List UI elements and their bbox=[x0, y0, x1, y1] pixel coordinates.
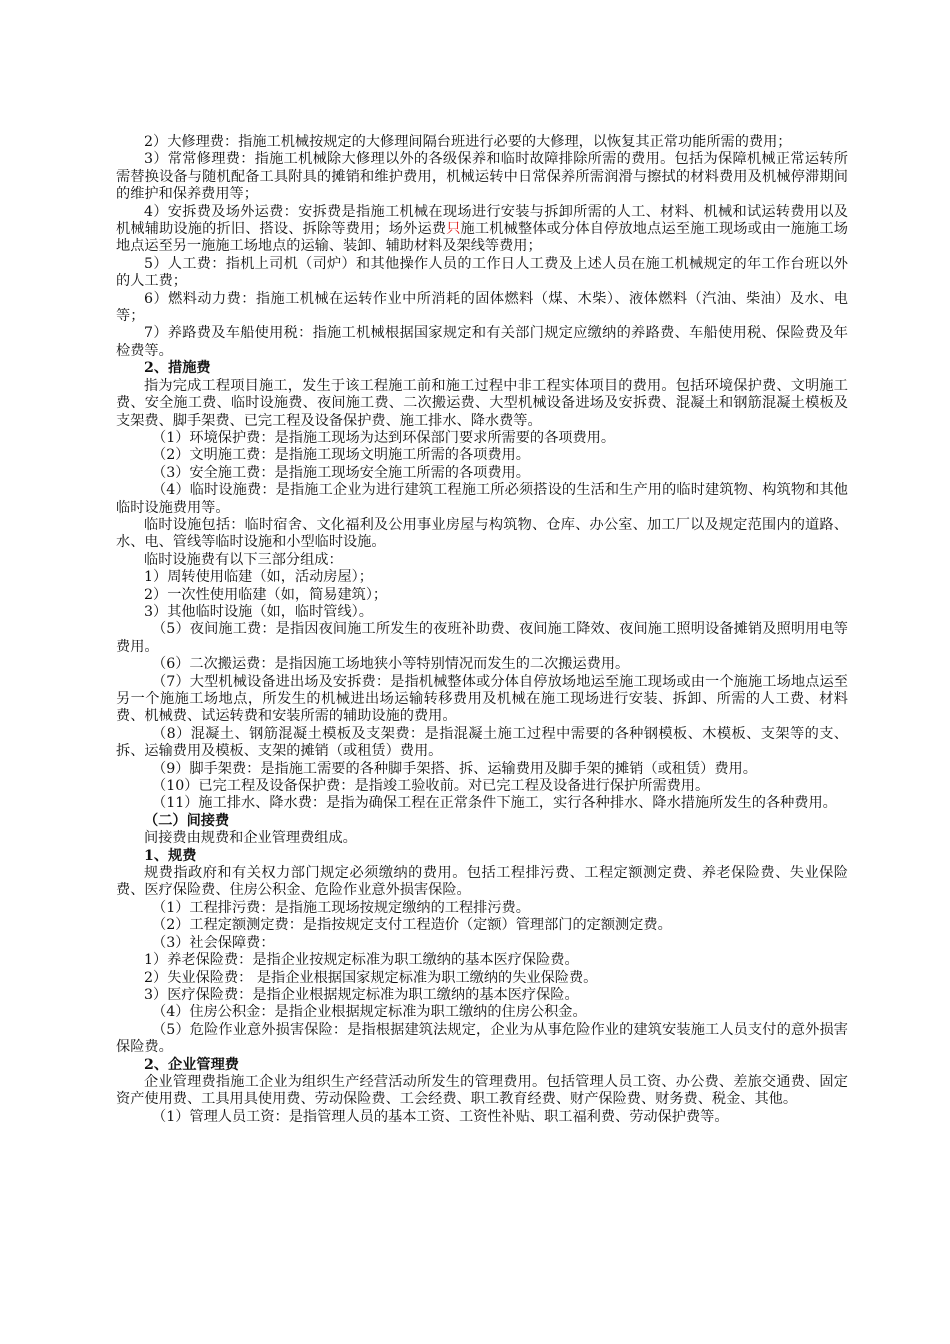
paragraph: 3）常常修理费：指施工机械除大修理以外的各级保养和临时故障排除所需的费用。包括为保障机械正常运转所需替换设备与随机配备工具附具的摊销和维护费用，机械运转中日常保养所需润滑与擦拭的材料费用及机械停滞期间的维护和保养费用等； bbox=[116, 151, 848, 203]
list-item: 1）养老保险费：是指企业按规定标准为职工缴纳的基本医疗保险费。 bbox=[144, 952, 579, 969]
list-item: （4）住房公积金：是指企业根据规定标准为职工缴纳的住房公积金。 bbox=[152, 1004, 587, 1021]
list-item: （4）临时设施费：是指施工企业为进行建筑工程施工所必须搭设的生活和生产用的临时建筑物、构筑物和其他临时设施费用等。 bbox=[116, 482, 848, 516]
paragraph: 间接费由规费和企业管理费组成。 bbox=[144, 830, 357, 847]
paragraph: 企业管理费指施工企业为组织生产经营活动所发生的管理费用。包括管理人员工资、办公费、差旅交通费、固定资产使用费、工具用具使用费、劳动保险费、工会经费、职工教育经费、财产保险费、财务费、税金、其他。 bbox=[116, 1073, 848, 1108]
paragraph: 临时设施包括：临时宿舍、文化福利及公用事业房屋与构筑物、仓库、办公室、加工厂以及规定范围内的道路、水、电、管线等临时设施和小型临时设施。 bbox=[116, 516, 848, 551]
paragraph: 7）养路费及车船使用税：指施工机械根据国家规定和有关部门规定应缴纳的养路费、车船使用税、保险费及年检费等。 bbox=[116, 325, 848, 359]
section-heading: 2、措施费 bbox=[144, 360, 211, 377]
list-item: （1）管理人员工资：是指管理人员的基本工资、工资性补贴、职工福利费、劳动保护费等。 bbox=[152, 1108, 729, 1125]
list-item: （2）工程定额测定费：是指按规定支付工程造价（定额）管理部门的定额测定费。 bbox=[152, 917, 672, 934]
paragraph: 2）大修理费：指施工机械按规定的大修理间隔台班进行必要的大修理，以恢复其正常功能所需的费用； bbox=[144, 134, 792, 150]
list-item: 3）其他临时设施（如，临时管线）。 bbox=[144, 603, 373, 620]
highlighted-char: 只 bbox=[446, 221, 461, 238]
list-item: （5）夜间施工费：是指因夜间施工所发生的夜班补助费、夜间施工降效、夜间施工照明设备摊销及照明用电等费用。 bbox=[116, 621, 848, 655]
paragraph: 5）人工费：指机上司机（司炉）和其他操作人员的工作日人工费及上述人员在施工机械规定的年工作台班以外的人工费； bbox=[116, 255, 848, 290]
list-item: 2）一次性使用临建（如，简易建筑）； bbox=[144, 586, 388, 603]
list-item: （10）已完工程及设备保护费：是指竣工验收前。对已完工程及设备进行保护所需费用。 bbox=[152, 778, 710, 795]
paragraph: 规费指政府和有关权力部门规定必须缴纳的费用。包括工程排污费、工程定额测定费、养老保险费、失业保险费、医疗保险费、住房公积金、危险作业意外损害保险。 bbox=[116, 865, 848, 899]
list-item: （1）环境保护费：是指施工现场为达到环保部门要求所需要的各项费用。 bbox=[152, 429, 616, 446]
paragraph: 指为完成工程项目施工，发生于该工程施工前和施工过程中非工程实体项目的费用。包括环境保护费、文明施工费、安全施工费、临时设施费、夜间施工费、二次搬运费、大型机械设备进场及安拆费、混凝土和钢筋混凝土模板及支架费、脚手架费、已完工程及设备保护费、施工排水、降水费等。 bbox=[116, 377, 848, 429]
paragraph: 6）燃料动力费：指施工机械在运转作业中所消耗的固体燃料（煤、木柴）、液体燃料（汽油、柴油）及水、电等； bbox=[116, 290, 848, 325]
list-item: 2）失业保险费： 是指企业根据国家规定标准为职工缴纳的失业保险费。 bbox=[144, 969, 598, 986]
list-item: （6）二次搬运费：是指因施工场地狭小等特别情况而发生的二次搬运费用。 bbox=[152, 656, 630, 673]
list-item: （7）大型机械设备进出场及安拆费：是指机械整体或分体自停放场地运至施工现场或由一个施施工场地点运至另一个施施工场地点，所发生的机械进出场运输转移费用及机械在施工现场进行安装、拆卸、所需的人工费、材料费、机械费、试运转费和安装所需的辅助设施的费用。 bbox=[116, 673, 848, 725]
document-page bbox=[116, 134, 848, 1126]
paragraph: 临时设施费有以下三部分组成： bbox=[144, 551, 343, 568]
paragraph-text: 4）安拆费及场外运费：安拆费是指施工机械在现场进行安装与拆卸所需的人工、材料、机械和试运转费用以及机械辅助设施的折旧、搭设、拆除等费用；场外运费 bbox=[116, 203, 848, 238]
paragraph bbox=[116, 204, 848, 256]
list-item: 3）医疗保险费：是指企业根据规定标准为职工缴纳的基本医疗保险。 bbox=[144, 986, 579, 1003]
section-heading: 2、企业管理费 bbox=[144, 1056, 239, 1073]
list-item: （8）混凝土、钢筋混凝土模板及支架费：是指混凝土施工过程中需要的各种钢模板、木模板、支架等的支、拆、运输费用及模板、支架的摊销（或租赁）费用。 bbox=[116, 725, 848, 760]
paragraph-text-tail: 施工机械整体或分体自停放地点运至施工现场或由一施施工场地点运至另一施施工场地点的运输、装卸、辅助材料及架线等费用； bbox=[116, 221, 848, 255]
list-item: 1）周转使用临建（如，活动房屋）； bbox=[144, 569, 373, 586]
section-heading: 1、规费 bbox=[144, 847, 197, 864]
list-item: （3）安全施工费：是指施工现场安全施工所需的各项费用。 bbox=[152, 464, 530, 481]
list-item: （3）社会保障费： bbox=[152, 934, 275, 951]
list-item: （1）工程排污费：是指施工现场按规定缴纳的工程排污费。 bbox=[152, 899, 530, 916]
list-item: （9）脚手架费：是指施工需要的各种脚手架搭、拆、运输费用及脚手架的摊销（或租赁）费用。 bbox=[152, 760, 757, 777]
list-item: （11）施工排水、降水费：是指为确保工程在正常条件下施工，实行各种排水、降水措施所发生的各种费用。 bbox=[152, 795, 837, 812]
section-heading: （二）间接费 bbox=[144, 812, 230, 829]
list-item: （5）危险作业意外损害保险：是指根据建筑法规定，企业为从事危险作业的建筑安装施工人员支付的意外损害保险费。 bbox=[116, 1021, 848, 1056]
list-item: （2）文明施工费：是指施工现场文明施工所需的各项费用。 bbox=[152, 447, 530, 464]
